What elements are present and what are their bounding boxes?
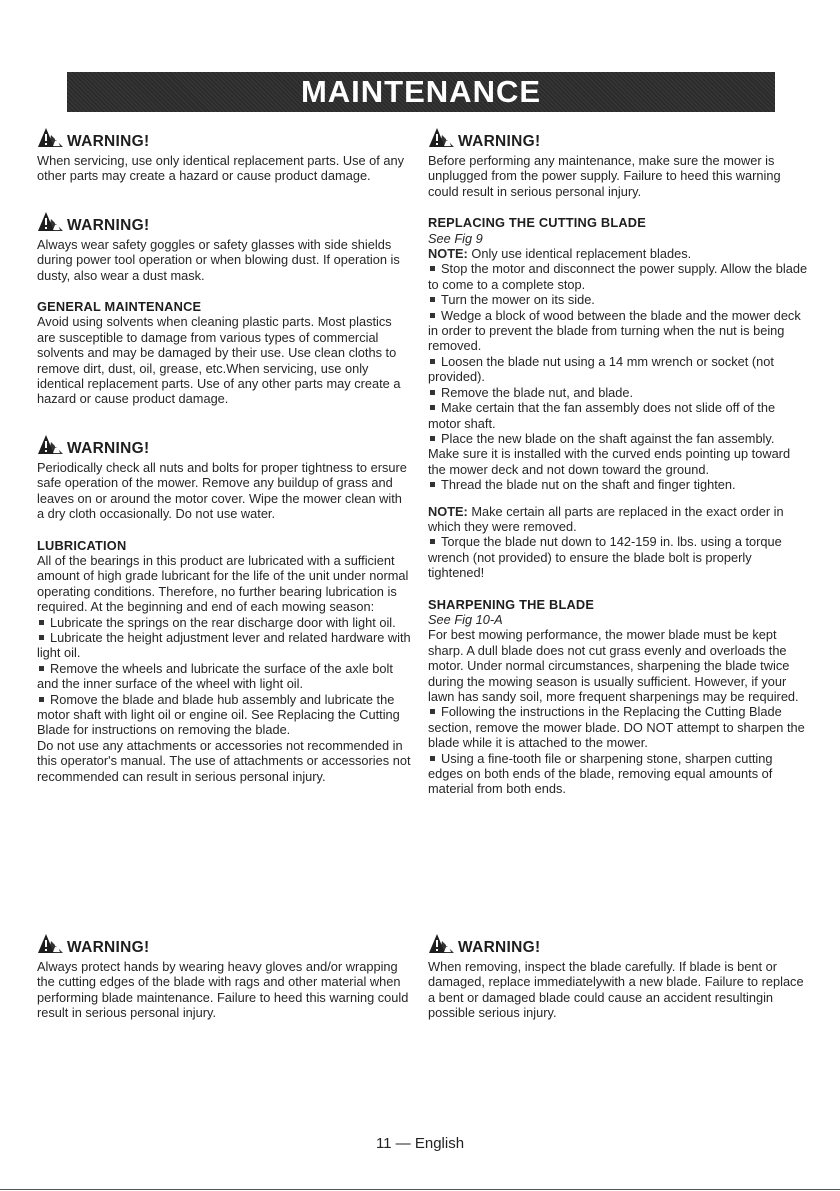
list-item: Thread the blade nut on the shaft and finger tighten. <box>428 477 808 492</box>
warning-text: Before performing any maintenance, make sure the mower is unplugged from the power supply. Failure to heed this warning could result in serious personal injury. <box>428 153 781 199</box>
list-item: Place the new blade on the shaft against the fan assembly. Make sure it is installed with the curved ends pointing up toward the mower deck and not down toward the ground. <box>428 431 808 477</box>
left-bottom-warning <box>37 930 412 1021</box>
left-column <box>37 124 412 784</box>
warning-label: WARNING! <box>67 939 150 956</box>
warning-icon <box>428 126 456 150</box>
bottom-rule <box>0 1189 840 1190</box>
list-item: Using a fine-tooth file or sharpening stone, sharpen cutting edges on both ends of the blade, removing equal amounts of material from both ends. <box>428 751 808 797</box>
right-bottom-warning <box>428 930 808 1021</box>
body-text: Avoid using solvents when cleaning plastic parts. Most plastics are susceptible to damage from various types of commercial solvents and may be damaged by their use. Use clean cloths to remove dirt, dust, oil, grease, etc.When servicing, use only identical replacement parts. Use of any other parts may create a hazard or cause product damage. <box>37 314 401 407</box>
warning-icon <box>37 210 65 234</box>
warning-text: Always protect hands by wearing heavy gloves and/or wrapping the cutting edges of the blade with rags and other material when performing blade maintenance. Failure to heed this warning could result in serious personal injury. <box>37 959 409 1021</box>
section-heading: SHARPENING THE BLADE <box>428 596 595 612</box>
warning-icon <box>37 932 65 956</box>
warning-label: WARNING! <box>458 939 541 956</box>
warning-icon <box>428 932 456 956</box>
list-item: Remove the wheels and lubricate the surface of the axle bolt and the inner surface of the wheel with light oil. <box>37 661 412 692</box>
note-label: NOTE: <box>428 503 468 519</box>
list-item: Romove the blade and blade hub assembly and lubricate the motor shaft with light oil or engine oil. See Replacing the Cutting Blade for instructions on removing the blade. <box>37 692 412 738</box>
warning-label: WARNING! <box>67 133 150 150</box>
warning-heading <box>428 930 808 956</box>
list-item: Make certain that the fan assembly does not slide off of the motor shaft. <box>428 400 808 431</box>
note-body: Make certain all parts are replaced in the exact order in which they were removed. <box>428 503 784 534</box>
list-item: Stop the motor and disconnect the power supply. Allow the blade to come to a complete stop. <box>428 261 808 292</box>
list-item: Lubricate the height adjustment lever and related hardware with light oil. <box>37 629 411 661</box>
warning-label: WARNING! <box>67 216 150 234</box>
list-item: Turn the mower on its side. <box>428 292 808 307</box>
figure-reference: See Fig 10-A <box>428 611 503 627</box>
section-title: MAINTENANCE <box>300 74 542 109</box>
list-item: Lubricate the springs on the rear discharge door with light oil. <box>37 615 412 630</box>
body-text: Do not use any attachments or accessories not recommended in this operator's manual. The use of attachments or accessories not recommended can result in serious personal injury. <box>37 737 411 784</box>
body-text: For best mowing performance, the mower blade must be kept sharp. A dull blade does not cut grass evenly and overloads the motor. Under normal circumstances, sharpening the blade twice during the mowing season is usually sufficient. However, if your lawn has sandy soil, more frequent sharpenings may be required. <box>428 627 799 704</box>
section-heading: GENERAL MAINTENANCE <box>37 299 202 315</box>
page-footer: 11 — English <box>375 1135 465 1152</box>
list-item: Following the instructions in the Replacing the Cutting Blade section, remove the mower blade. DO NOT attempt to sharpen the blade while it is attached to the mower. <box>428 704 808 750</box>
right-column <box>428 124 808 797</box>
warning-icon <box>37 433 65 457</box>
warning-heading <box>37 124 412 150</box>
warning-text: Periodically check all nuts and bolts for proper tightness to ersure safe operation of the mower. Remove any buildup of grass and leaves on or around the motor cover. Wipe the mower clean with a dry cloth occasionally. Do not use water. <box>37 459 407 522</box>
note-text <box>428 246 808 261</box>
warning-heading <box>37 431 412 457</box>
warning-heading <box>428 124 808 150</box>
warning-text: Always wear safety goggles or safety glasses with side shields during power tool operation or when blowing dust. If operation is dusty, also wear a dust mask. <box>37 236 400 283</box>
section-banner <box>67 72 775 112</box>
note-body: Only use identical replacement blades. <box>471 246 692 262</box>
section-heading: LUBRICATION <box>37 537 127 553</box>
list-item: Torque the blade nut down to 142-159 in. lbs. using a torque wrench (not provided) to ensure the blade bolt is properly tightened! <box>428 534 808 580</box>
list-item: Loosen the blade nut using a 14 mm wrench or socket (not provided). <box>428 354 808 385</box>
warning-text: When removing, inspect the blade carefully. If blade is bent or damaged, replace immediatelywith a new blade. Failure to replace a bent or damaged blade could cause an accident resultingin possible serious injury. <box>428 959 804 1021</box>
body-text: All of the bearings in this product are lubricated with a sufficient amount of high grade lubricant for the life of the unit under normal operating conditions. Therefore, no further bearing lubrication is required. At the beginning and end of each mowing season: <box>37 552 409 615</box>
warning-heading <box>37 208 412 234</box>
figure-reference: See Fig 9 <box>428 230 483 246</box>
warning-label: WARNING! <box>458 133 541 150</box>
list-item: Remove the blade nut, and blade. <box>428 385 808 400</box>
warning-heading <box>37 930 412 956</box>
warning-label: WARNING! <box>67 439 150 457</box>
warning-text: When servicing, use only identical replacement parts. Use of any other parts may create a hazard or cause product damage. <box>37 153 405 184</box>
list-item: Wedge a block of wood between the blade and the mower deck in order to prevent the blade from turning when the nut is being removed. <box>428 308 808 354</box>
note-label: NOTE: <box>428 246 468 262</box>
section-heading: REPLACING THE CUTTING BLADE <box>428 215 646 231</box>
note-text <box>428 504 808 535</box>
warning-icon <box>37 126 65 150</box>
